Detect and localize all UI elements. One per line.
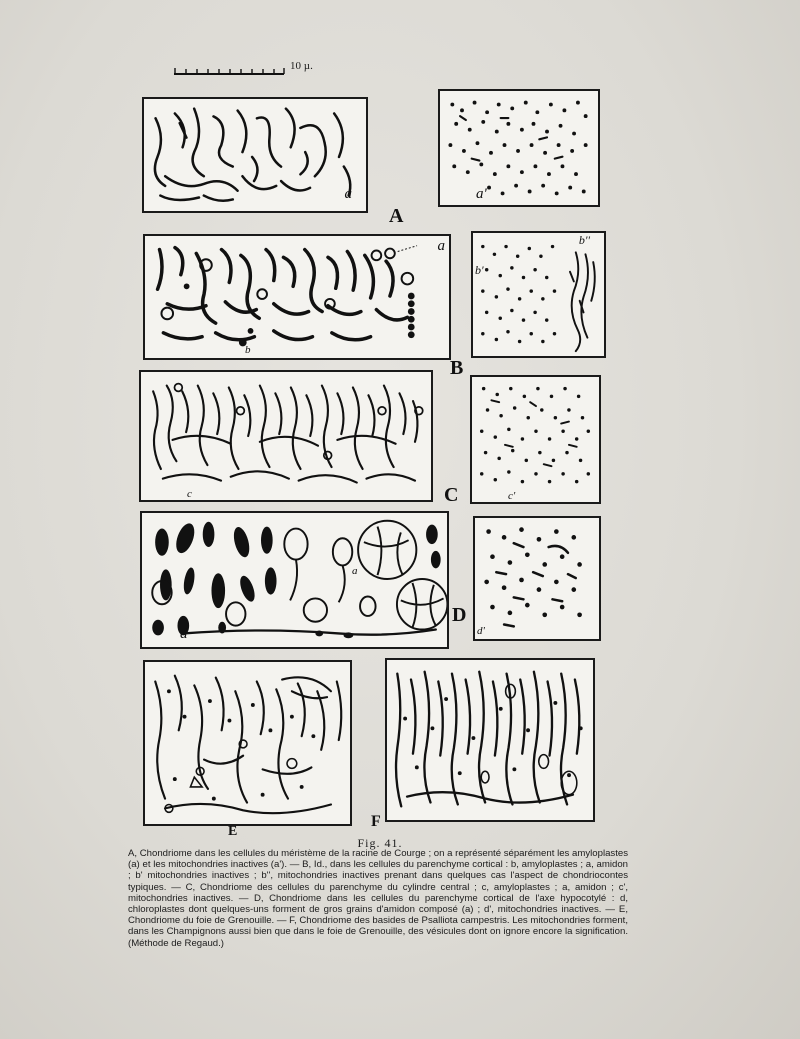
panel-B-right-drawing <box>473 233 604 356</box>
panel-label: a' <box>476 186 487 202</box>
panel-F <box>385 658 595 822</box>
panel-C-left <box>139 370 433 502</box>
panel-label: a <box>352 565 358 577</box>
panel-E-drawing <box>145 662 350 824</box>
panel-label: c' <box>508 490 516 502</box>
panel-label: a <box>344 186 352 202</box>
panel-F-drawing <box>387 660 593 820</box>
panel-label: c <box>187 488 192 500</box>
row-label-A: A <box>389 205 404 227</box>
row-label-D: D <box>452 604 467 626</box>
panel-D-right <box>473 516 601 641</box>
panel-label: b' <box>475 263 484 277</box>
caption-text: A, Chondriome dans les cellules du méristème de la racine de Courge ; on a représenté séparément les amyloplastes (a) et les mitochondries inactives (a'). — B, Id., dans les cellules du parenchyme cortical : b, amyloplastes ; a, amidon ; b' mitochondries inactives ; b'', mitochondries inactives prenant dans quelques cas l'aspect de chondriocontes typiques. — C, Chondriome des cellules du parenchyme du cylindre central ; c, amyloplastes ; a, amidon ; c', mitochondries inactives. — D, Chondriome dans les cellules du parenchyme cortical de l'axe hypocotylé : d, chloroplastes dont quelques-uns forment de gros grains d'amidon composé (a) ; d', mitochondries inactives. — E, Chondriome du foie de Grenouille. — F, Chondriome des basides de Psalliota campestris. Les mitochondries forment, dans les Champignons aussi bien que dans le foie de Grenouille, des vésicules dont on ignore encore la signification. (Méthode de Regaud.) <box>128 848 628 949</box>
figure-title: Fig. 41. <box>357 836 403 850</box>
scale-bar-graphic <box>172 60 292 84</box>
panel-A-right <box>438 89 600 207</box>
panel-label: b'' <box>578 233 590 247</box>
panel-A-left-drawing <box>144 99 366 211</box>
panel-label: d <box>180 626 188 642</box>
panel-B-left-drawing <box>145 236 449 358</box>
panel-C-right-drawing <box>472 377 599 502</box>
panel-C-left-drawing <box>141 372 431 500</box>
row-label-F: F <box>371 813 381 830</box>
panel-label: b <box>245 344 251 356</box>
panel-A-right-drawing <box>440 91 598 205</box>
panel-C-right <box>470 375 601 504</box>
row-label-E: E <box>228 824 238 839</box>
row-label-B: B <box>450 357 464 379</box>
scale-bar-label: 10 µ. <box>290 60 313 72</box>
panel-label: a <box>437 238 445 254</box>
panel-A-left <box>142 97 368 213</box>
row-label-C: C <box>444 484 459 506</box>
figure-caption <box>128 848 628 949</box>
panel-B-left <box>143 234 451 360</box>
panel-B-right <box>471 231 606 358</box>
panel-label: d' <box>477 625 485 637</box>
scale-bar <box>172 60 322 84</box>
panel-D-left <box>140 511 449 649</box>
panel-D-right-drawing <box>475 518 599 639</box>
panel-E <box>143 660 352 826</box>
